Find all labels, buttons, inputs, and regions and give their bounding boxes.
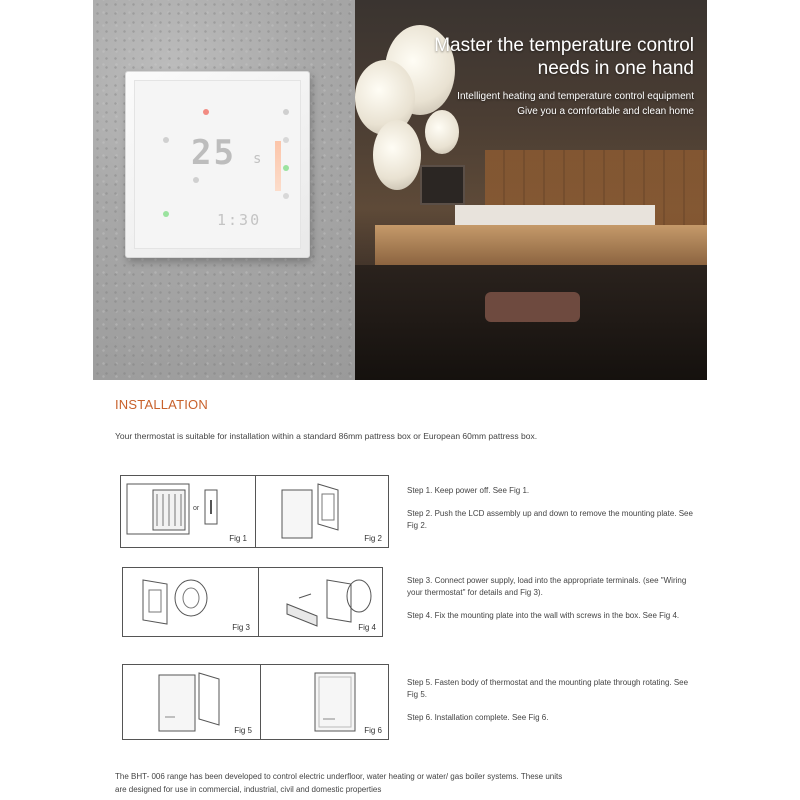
- thermostat-product-image: [125, 71, 310, 258]
- temperature-unit: s: [253, 151, 262, 167]
- heat-indicator-icon: [203, 109, 209, 115]
- heat-level-bar: [275, 141, 281, 191]
- figure-row-1: [120, 475, 389, 548]
- hero-subtitle: [457, 89, 694, 119]
- figure-label: Fig 1: [229, 534, 247, 543]
- mode-icon: [283, 137, 289, 143]
- steps-group-1: [407, 485, 697, 543]
- hero-title-line-2: needs in one hand: [537, 58, 694, 79]
- footer-line-2: are designed for use in commercial, industrial, civil and domestic properties: [115, 785, 382, 794]
- footer-paragraph: [115, 770, 715, 796]
- figure-label: Fig 2: [364, 534, 382, 543]
- concrete-wall-image: [93, 0, 355, 380]
- figure-row-2: [122, 567, 383, 637]
- hero-title-line-1: Master the temperature control: [434, 35, 694, 56]
- footer-line-1: The BHT- 006 range has been developed to control electric underfloor, water heating or water/ gas boiler systems. These units: [115, 772, 563, 781]
- figure-1: [121, 476, 256, 547]
- step-text: Step 1. Keep power off. See Fig 1.: [407, 486, 530, 495]
- figure-5: [123, 665, 261, 739]
- figure-label: Fig 3: [232, 623, 250, 632]
- steps-group-3: [407, 677, 697, 735]
- clock-icon: [193, 177, 199, 183]
- up-arrow-icon: [283, 165, 289, 171]
- signal-icon: [163, 137, 169, 143]
- steps-group-2: [407, 575, 697, 633]
- step-text: Step 4. Fix the mounting plate into the wall with screws in the box. See Fig 4.: [407, 611, 680, 620]
- figure-4: [259, 568, 384, 636]
- figure-2: [256, 476, 390, 547]
- figure-label: Fig 5: [234, 726, 252, 735]
- figure-row-3: [122, 664, 389, 740]
- hero-title: [434, 34, 694, 80]
- temperature-readout: 25: [191, 133, 236, 173]
- down-arrow-icon: [283, 193, 289, 199]
- hero-subtitle-line-1: Intelligent heating and temperature control equipment: [457, 91, 694, 102]
- paper-lamp-shape: [425, 110, 459, 154]
- power-icon: [283, 109, 289, 115]
- figure-3: [123, 568, 259, 636]
- kitchen-interior-image: [355, 0, 707, 380]
- hero-banner: [93, 0, 707, 380]
- thermostat-screen: [134, 80, 301, 249]
- section-heading: INSTALLATION: [115, 397, 208, 412]
- figure-6: [261, 665, 390, 739]
- step-text: Step 6. Installation complete. See Fig 6.: [407, 713, 549, 722]
- clock-readout: 1:30: [217, 211, 262, 229]
- figure-label: Fig 6: [364, 726, 382, 735]
- oven-shape: [420, 165, 465, 205]
- figure-label: Fig 4: [358, 623, 376, 632]
- step-text: Step 5. Fasten body of thermostat and the mounting plate through rotating. See Fig 5.: [407, 678, 689, 699]
- floor-cushion-shape: [485, 292, 580, 322]
- wifi-icon: [163, 211, 169, 217]
- step-text: Step 3. Connect power supply, load into the appropriate terminals. (see "Wiring your thermostat" for details and Fig 3).: [407, 576, 687, 597]
- hero-subtitle-line-2: Give you a comfortable and clean home: [517, 106, 694, 117]
- section-intro: Your thermostat is suitable for installation within a standard 86mm pattress box or European 60mm pattress box.: [115, 431, 538, 441]
- step-text: Step 2. Push the LCD assembly up and down to remove the mounting plate. See Fig 2.: [407, 509, 693, 530]
- paper-lamp-shape: [373, 120, 421, 190]
- fig1-or-text: or: [193, 505, 200, 512]
